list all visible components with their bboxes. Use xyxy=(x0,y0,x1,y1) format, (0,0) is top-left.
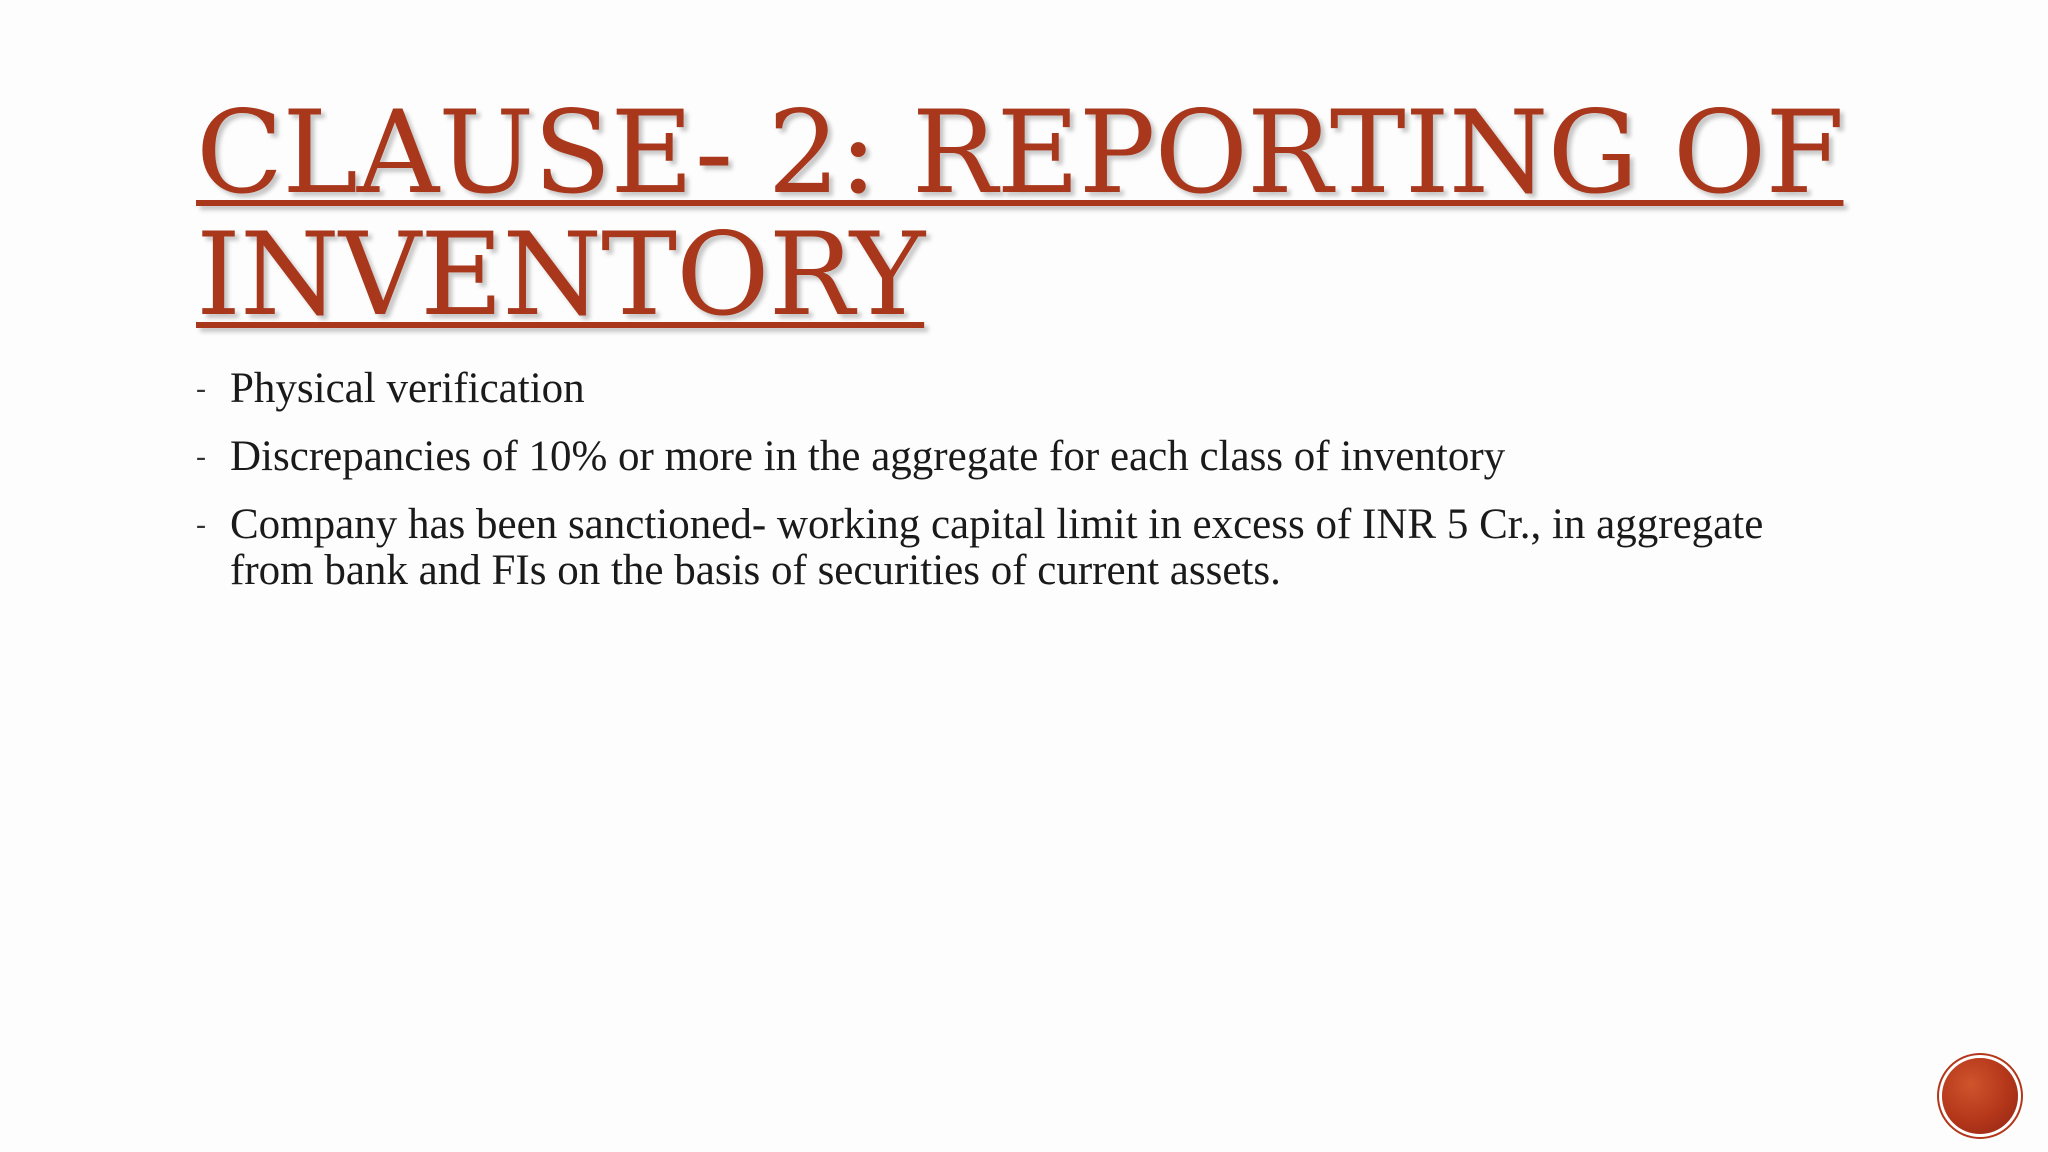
bullet-marker: - xyxy=(196,508,206,541)
bullet-text: Company has been sanctioned- working capital limit in excess of INR 5 Cr., in aggregate from bank and FIs on the basis of securities of current assets. xyxy=(230,501,1764,594)
list-item xyxy=(196,502,1836,594)
list-item xyxy=(196,434,1836,480)
bullet-marker: - xyxy=(196,372,206,405)
bullet-list xyxy=(196,366,1836,616)
slide-title: CLAUSE- 2: REPORTING OF INVENTORY xyxy=(196,86,1844,341)
bullet-marker: - xyxy=(196,440,206,473)
bullet-text: Physical verification xyxy=(230,365,585,412)
bullet-text: Discrepancies of 10% or more in the aggregate for each class of inventory xyxy=(230,433,1506,480)
list-item xyxy=(196,366,1836,412)
slide-nav-button[interactable] xyxy=(1942,1058,2018,1134)
